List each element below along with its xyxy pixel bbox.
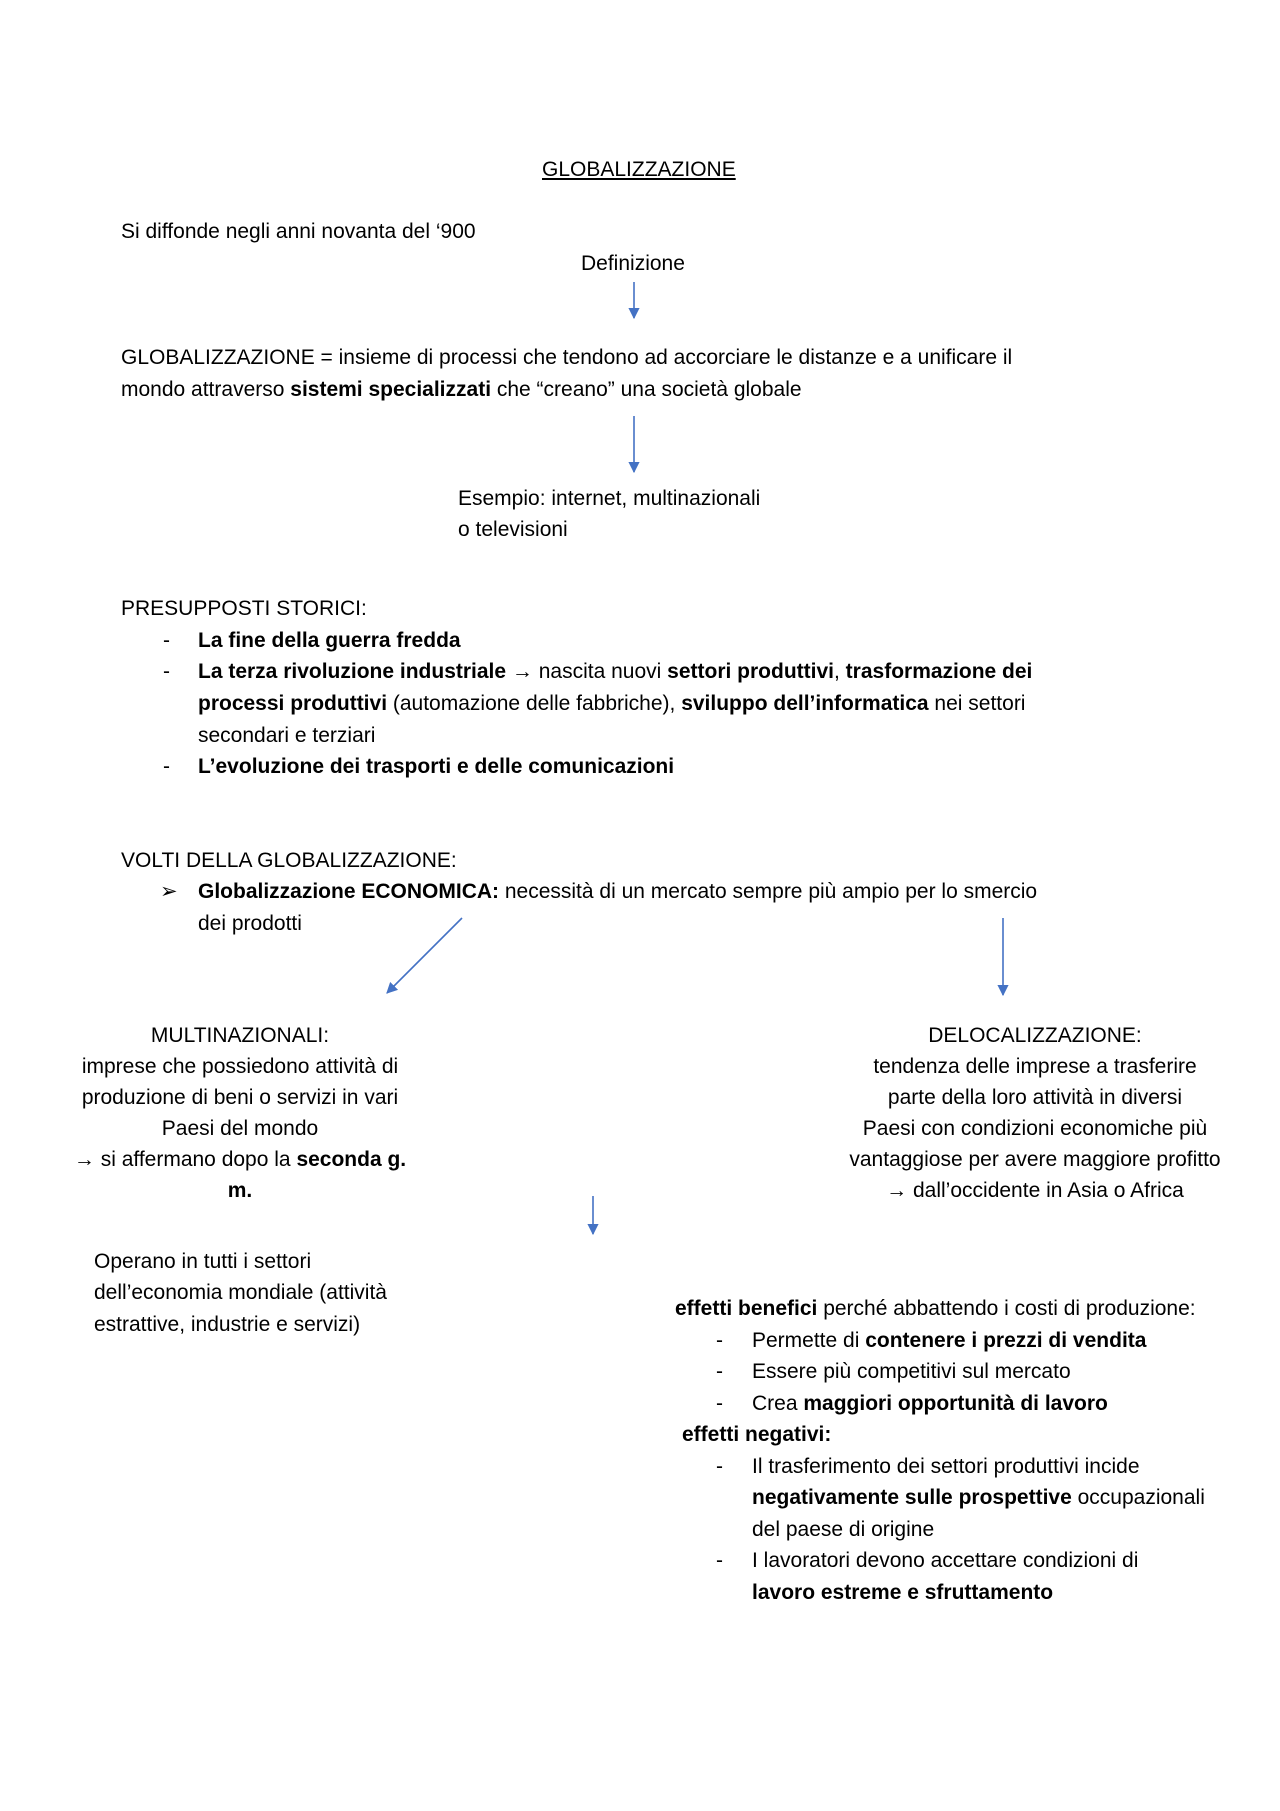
presupposto-item-1: La fine della guerra fredda xyxy=(198,629,461,652)
arrow-bullet-icon: ➢ xyxy=(160,880,178,903)
bullet-dash: - xyxy=(716,1360,723,1383)
effetti-benefici: effetti benefici perché abbattendo i costi di produzione: xyxy=(675,1297,1196,1320)
bullet-dash: - xyxy=(716,1549,723,1572)
presupposto-item-2-line-3: secondari e terziari xyxy=(198,724,376,747)
presupposto-item-2-line-1: La terza rivoluzione industriale → nascita nuovi settori produttivi, trasformazione dei xyxy=(198,660,1033,683)
multinazionali-line: imprese che possiedono attività di xyxy=(81,1055,399,1078)
operano-line-3: estrattive, industrie e servizi) xyxy=(94,1313,361,1336)
page-title: GLOBALIZZAZIONE xyxy=(542,158,736,181)
multinazionali-line: → si affermano dopo la seconda g. xyxy=(73,1148,407,1171)
bullet-dash: - xyxy=(716,1455,723,1478)
definizione-label: Definizione xyxy=(581,252,685,275)
negativo-2-line-1: I lavoratori devono accettare condizioni di xyxy=(752,1549,1139,1572)
delocalizzazione-line: Paesi con condizioni economiche più xyxy=(862,1117,1208,1140)
volti-item-line-2: dei prodotti xyxy=(198,912,302,935)
esempio-line-2: o televisioni xyxy=(458,518,568,541)
presupposto-item-3: L’evoluzione dei trasporti e delle comunicazioni xyxy=(198,755,675,778)
effetti-negativi: effetti negativi: xyxy=(682,1423,832,1446)
bullet-dash: - xyxy=(716,1329,723,1352)
definition-bold: sistemi specializzati xyxy=(290,378,492,401)
bullet-dash: - xyxy=(163,629,170,652)
multinazionali-title: MULTINAZIONALI: xyxy=(150,1024,330,1047)
operano-line-2: dell’economia mondiale (attività xyxy=(94,1281,387,1304)
delocalizzazione-line: parte della loro attività in diversi xyxy=(887,1086,1183,1109)
delocalizzazione-line: → dall’occidente in Asia o Africa xyxy=(886,1179,1184,1202)
negativo-1-line-3: del paese di origine xyxy=(752,1518,935,1541)
delocalizzazione-line: tendenza delle imprese a trasferire xyxy=(873,1055,1197,1078)
delocalizzazione-title: DELOCALIZZAZIONE: xyxy=(928,1024,1142,1047)
multinazionali-line: Paesi del mondo xyxy=(161,1117,319,1140)
operano-line-1: Operano in tutti i settori xyxy=(94,1250,312,1273)
multinazionali-line: produzione di beni o servizi in vari xyxy=(81,1086,399,1109)
bullet-dash: - xyxy=(163,660,170,683)
delocalizzazione-line: vantaggiose per avere maggiore profitto xyxy=(849,1148,1221,1171)
presupposto-item-2-line-2: processi produttivi (automazione delle fabbriche), sviluppo dell’informatica nei settori xyxy=(198,692,1026,715)
negativo-1-line-1: Il trasferimento dei settori produttivi incide xyxy=(752,1455,1140,1478)
negativo-1-line-2: negativamente sulle prospettive occupazionali xyxy=(752,1486,1205,1509)
multinazionali-line-cut: m. xyxy=(227,1179,253,1202)
definition-text-end: che “creano” una società globale xyxy=(491,378,802,401)
beneficio-1: Permette di contenere i prezzi di vendita xyxy=(752,1329,1147,1352)
bullet-dash: - xyxy=(716,1392,723,1415)
volti-item-line-1: Globalizzazione ECONOMICA: necessità di un mercato sempre più ampio per lo smercio xyxy=(198,880,1038,903)
definition-line-2 xyxy=(121,374,802,405)
multinazionali-box xyxy=(40,1020,440,1202)
negativo-2-line-2: lavoro estreme e sfruttamento xyxy=(752,1581,1054,1604)
definition-line-1: GLOBALIZZAZIONE = insieme di processi che tendono ad accorciare le distanze e a unificare il xyxy=(121,346,1013,369)
beneficio-3: Crea maggiori opportunità di lavoro xyxy=(752,1392,1108,1415)
definition-text: mondo attraverso xyxy=(121,378,291,401)
intro-text: Si diffonde negli anni novanta del ‘900 xyxy=(121,220,476,243)
delocalizzazione-box xyxy=(800,1020,1270,1206)
volti-heading: VOLTI DELLA GLOBALIZZAZIONE: xyxy=(121,849,457,872)
presupposti-heading: PRESUPPOSTI STORICI: xyxy=(121,597,367,620)
beneficio-2: Essere più competitivi sul mercato xyxy=(752,1360,1071,1383)
arrow-multinazionali xyxy=(387,918,462,993)
esempio-line-1: Esempio: internet, multinazionali xyxy=(458,487,761,510)
bullet-dash: - xyxy=(163,755,170,778)
